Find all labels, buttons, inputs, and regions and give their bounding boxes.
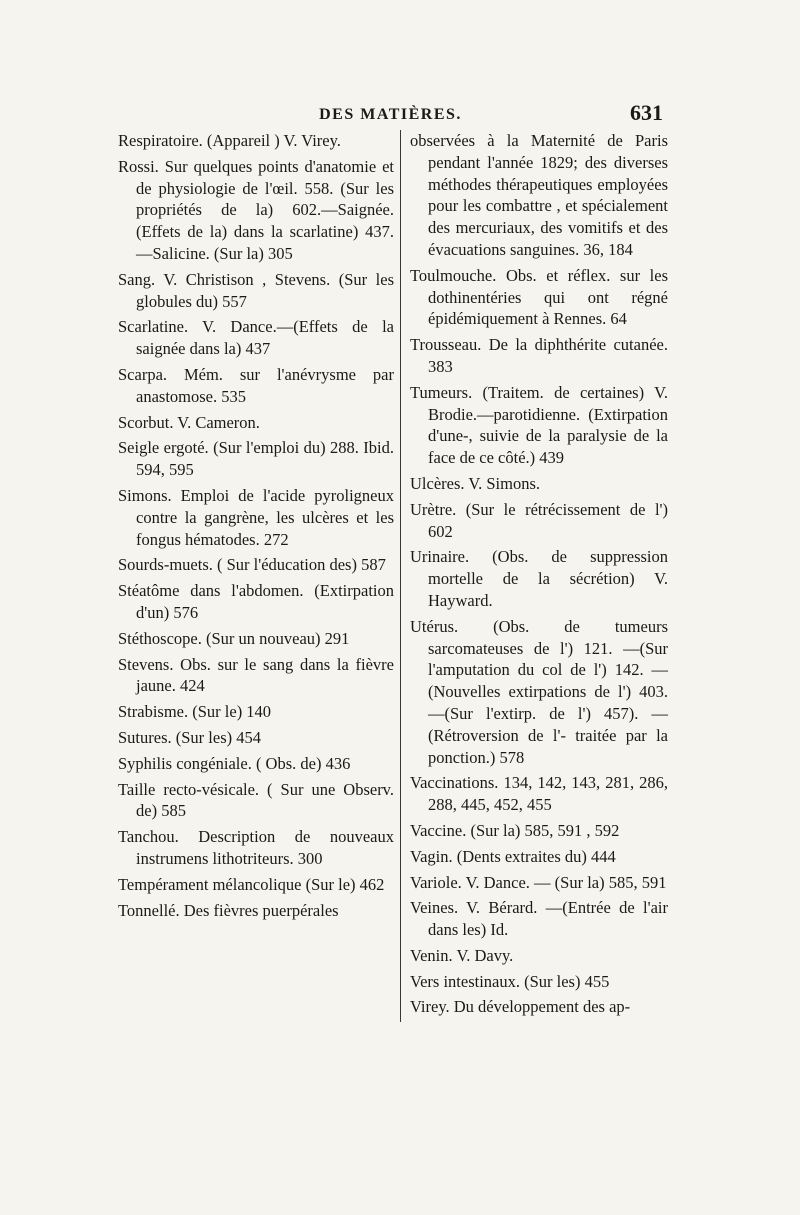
index-entry: Variole. V. Dance. — (Sur la) 585, 591 bbox=[410, 872, 667, 892]
index-entry: Stevens. Obs. sur le sang dans la fièvre jaune. 424 bbox=[118, 654, 394, 696]
index-entry: Stéthoscope. (Sur un nouveau) 291 bbox=[118, 628, 350, 648]
index-entry: Virey. Du développement des ap- bbox=[410, 997, 631, 1017]
index-entry: observées à la Maternité de Paris pendant l'année 1829; des diverses méthodes thérapeutiques employées pour les combattre , et spécialement des mercuriaux, des vomitifs et des évacuations sanguines. 36, 184 bbox=[410, 131, 668, 259]
column-divider bbox=[400, 130, 401, 1022]
index-entry: Stéatôme dans l'abdomen. (Extirpation d'un) 576 bbox=[118, 581, 394, 622]
index-entry: Utérus. (Obs. de tumeurs sarcomateuses de l') 121. —(Sur l'amputation du col de l') 142. —(Nouvelles extirpations de l') 403. —(Sur l'extirp. de l') 457). —(Rétroversion de l'- traitée par la ponction.) 578 bbox=[410, 616, 668, 767]
index-entry: Venin. V. Davy. bbox=[410, 945, 514, 965]
page-number: 631 bbox=[630, 100, 663, 125]
index-entry: Toulmouche. Obs. et réflex. sur les dothinentéries qui ont régné épidémiquement à Rennes. 64 bbox=[410, 265, 668, 329]
index-entry: Scarpa. Mém. sur l'anévrysme par anastomose. 535 bbox=[118, 364, 394, 406]
index-entry: Sourds-muets. ( Sur l'éducation des) 587 bbox=[118, 555, 386, 575]
index-entry: Tonnellé. Des fièvres puerpérales bbox=[118, 900, 339, 920]
index-entry: Vers intestinaux. (Sur les) 455 bbox=[410, 971, 610, 991]
index-entry: Simons. Emploi de l'acide pyroligneux contre la gangrène, les ulcères et les fongus hématodes. 272 bbox=[118, 485, 394, 549]
index-entry: Scarlatine. V. Dance.—(Effets de la saignée dans la) 437 bbox=[118, 317, 394, 359]
index-entry: Strabisme. (Sur le) 140 bbox=[118, 702, 272, 722]
index-entry: Scorbut. V. Cameron. bbox=[118, 412, 260, 432]
index-entry: Vaccinations. 134, 142, 143, 281, 286, 288, 445, 452, 455 bbox=[410, 773, 668, 815]
index-entry: Sutures. (Sur les) 454 bbox=[118, 727, 261, 747]
index-entry: Tempérament mélancolique (Sur le) 462 bbox=[118, 874, 385, 894]
index-entry: Ulcères. V. Simons. bbox=[410, 473, 541, 493]
index-entry: Vaccine. (Sur la) 585, 591 , 592 bbox=[410, 820, 620, 840]
running-title: DES MATIÈRES. bbox=[319, 106, 462, 123]
index-entry: Urinaire. (Obs. de suppression mortelle de la sécrétion) V. Hayward. bbox=[410, 547, 668, 610]
index-entry: Syphilis congéniale. ( Obs. de) 436 bbox=[118, 753, 351, 773]
index-entry: Urètre. (Sur le rétrécissement de l') 602 bbox=[410, 499, 668, 541]
left-column bbox=[118, 130, 394, 925]
index-entry: Vagin. (Dents extraites du) 444 bbox=[410, 846, 616, 866]
index-entry: Tumeurs. (Traitem. de certaines) V. Brodie.—parotidienne. (Extirpation d'une-, suivie de la paralysie de la face de ce côté.) 439 bbox=[410, 382, 668, 468]
index-entry: Taille recto-vésicale. ( Sur une Observ. de) 585 bbox=[118, 779, 394, 821]
page-header bbox=[118, 100, 663, 130]
index-entry: Sang. V. Christison , Stevens. (Sur les globules du) 557 bbox=[118, 269, 394, 311]
index-entry: Respiratoire. (Appareil ) V. Virey. bbox=[118, 131, 341, 150]
index-entry: Veines. V. Bérard. —(Entrée de l'air dans les) Id. bbox=[410, 898, 668, 940]
index-entry: Tanchou. Description de nouveaux instrumens lithotriteurs. 300 bbox=[118, 827, 394, 868]
index-entry: Rossi. Sur quelques points d'anatomie et de physiologie de l'œil. 558. (Sur les propriétés de la) 602.—Saignée. (Effets de la) dans la scarlatine) 437.—Salicine. (Sur la) 305 bbox=[118, 156, 394, 263]
right-column bbox=[410, 130, 668, 1022]
index-entry: Trousseau. De la diphthérite cutanée. 383 bbox=[410, 335, 668, 376]
index-entry: Seigle ergoté. (Sur l'emploi du) 288. Ibid. 594, 595 bbox=[118, 438, 394, 480]
